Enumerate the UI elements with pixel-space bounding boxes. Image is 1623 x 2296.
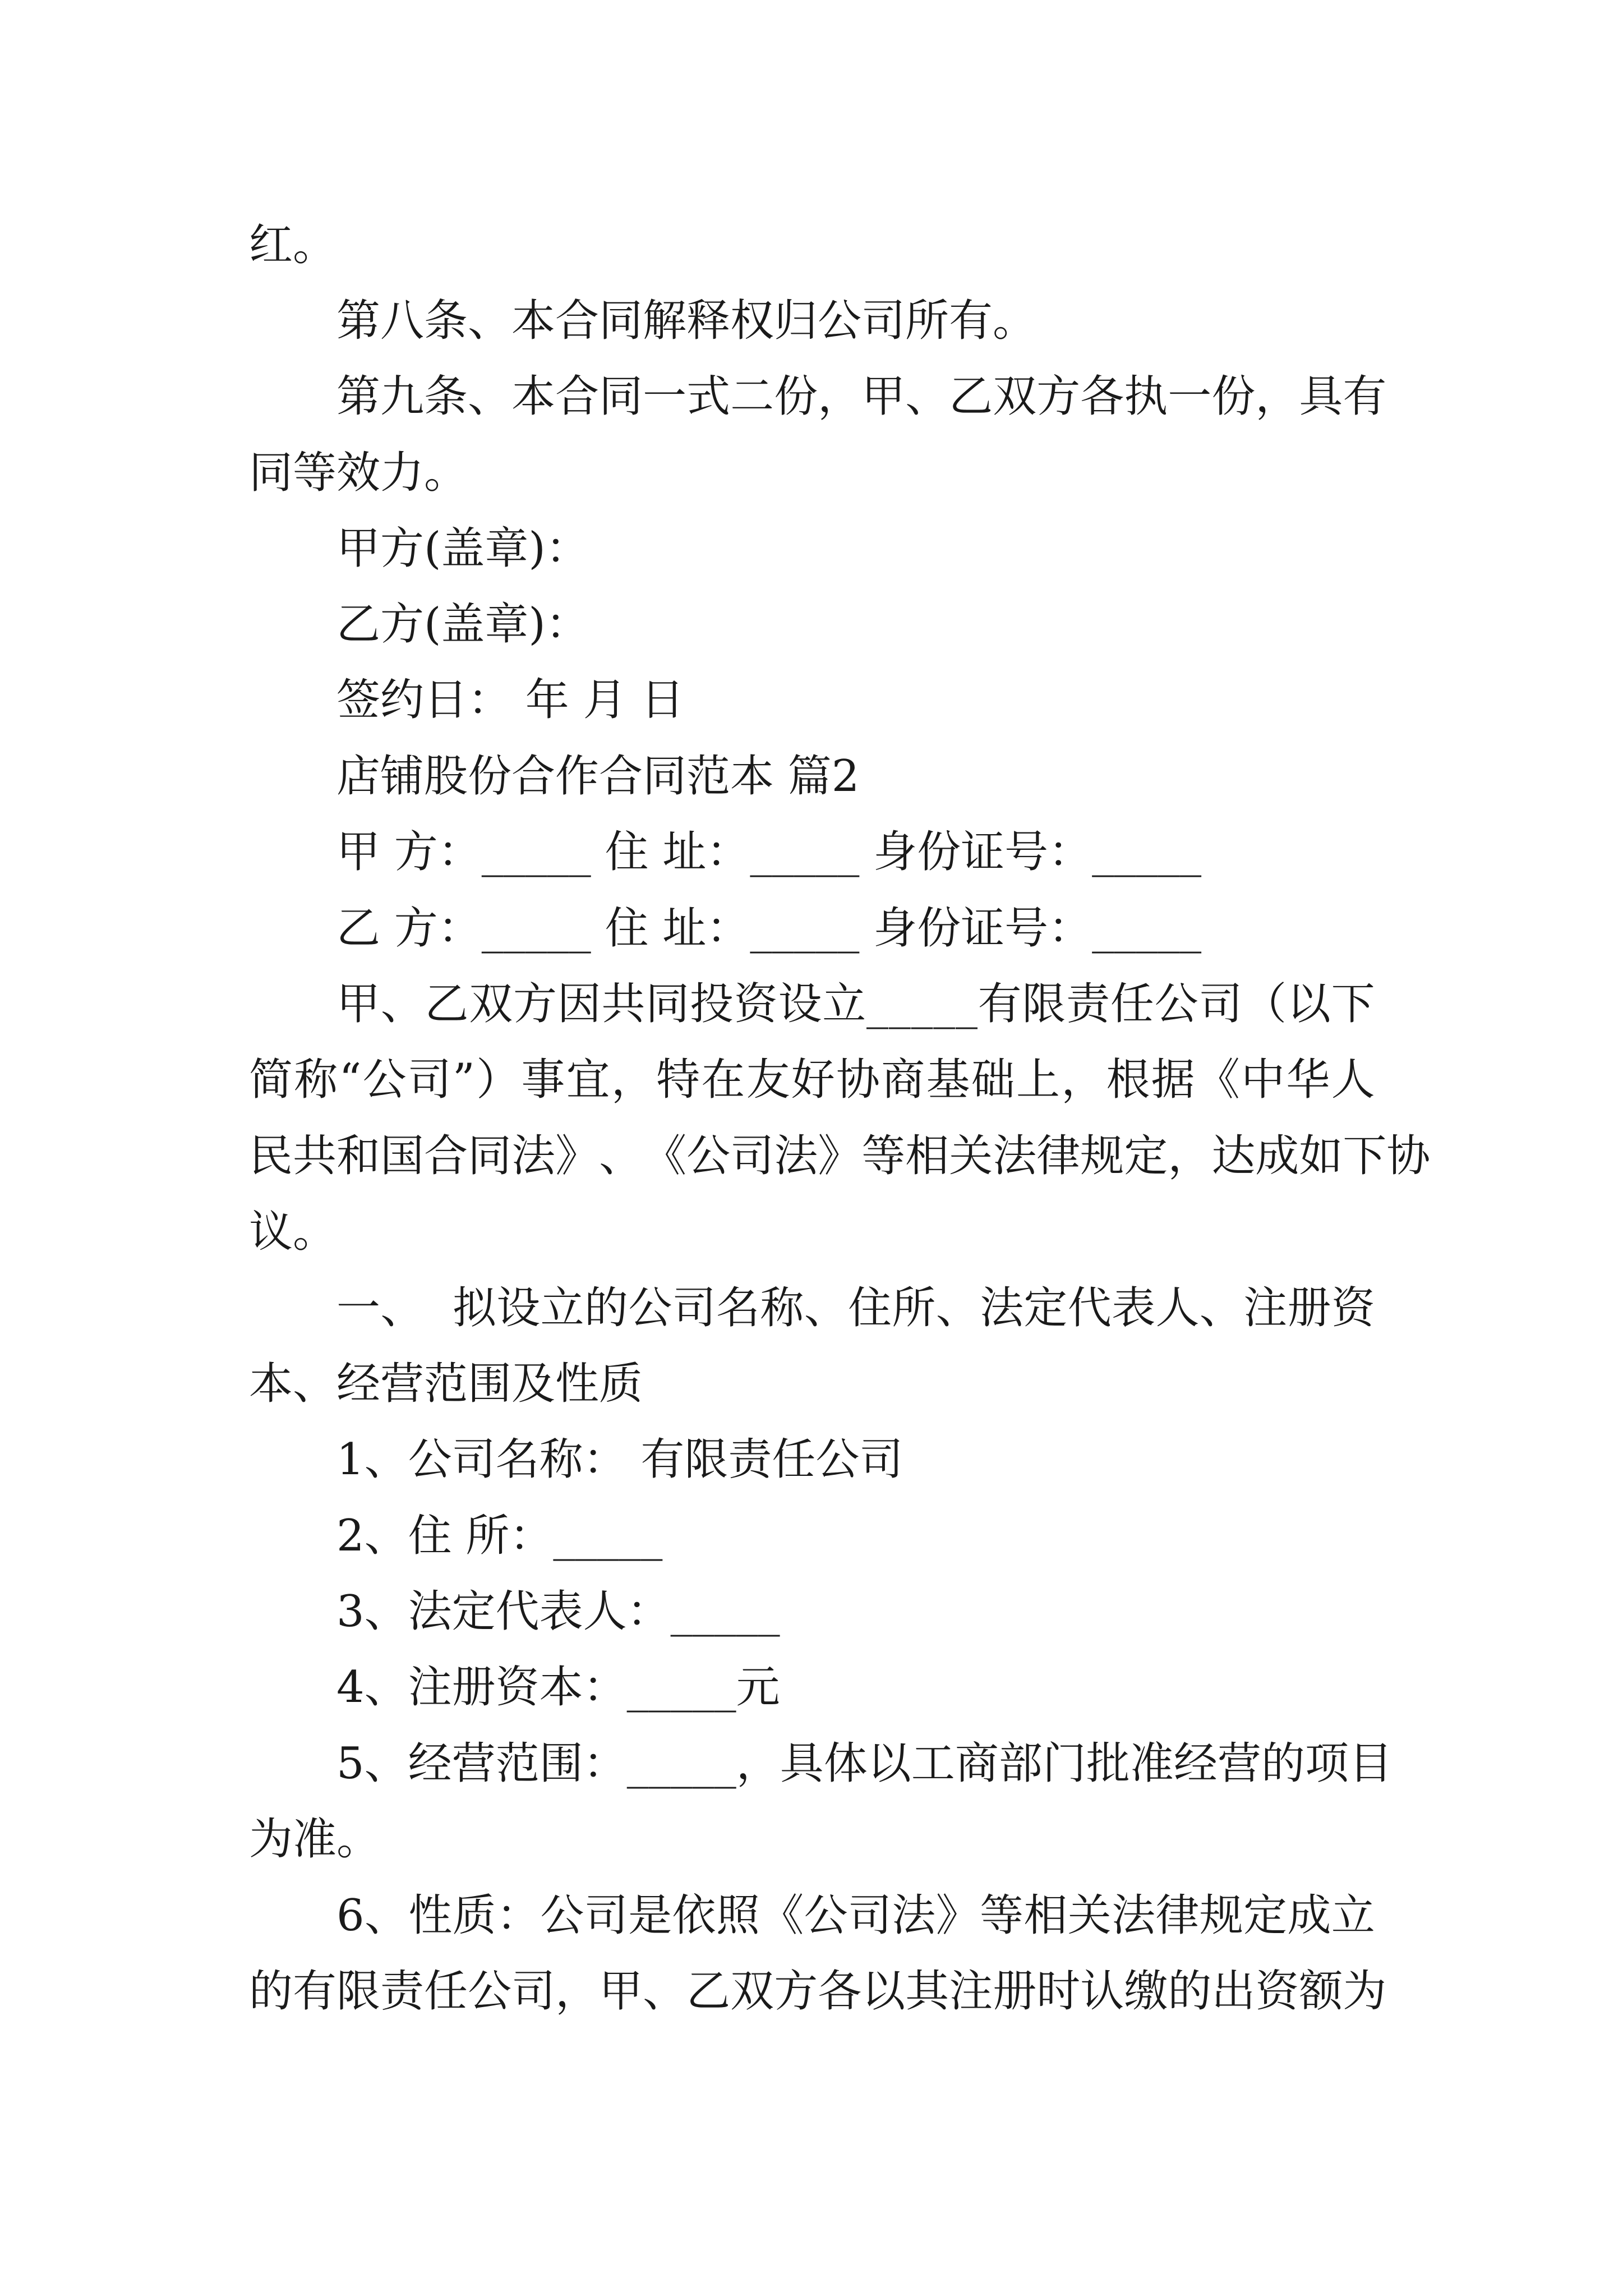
text-char: 法 [993, 1131, 1037, 1181]
text-char: 律 [1155, 1890, 1200, 1941]
text-char: 具 [780, 1738, 824, 1789]
text-line [336, 1280, 1375, 1336]
text-line: 乙方(盖章)： [336, 599, 589, 650]
text-char: 有 [1343, 371, 1387, 422]
text-char: _ [648, 1738, 671, 1789]
text-char: 等 [980, 1890, 1024, 1941]
text-char: _ [888, 979, 911, 1029]
text-char: 双 [993, 371, 1037, 422]
text-char: 人 [1155, 1283, 1200, 1333]
text-char: 础 [971, 1055, 1015, 1105]
text-char: 上 [1016, 1055, 1060, 1105]
text-char: ” [453, 1055, 475, 1105]
text-char: _ [670, 1738, 693, 1789]
text-char: 商 [955, 1738, 999, 1789]
text-char: ） [476, 1055, 520, 1105]
text-line: 甲 方：_____ 住 址：_____ 身份证号：_____ [336, 827, 1202, 877]
text-char: 规 [1080, 1131, 1124, 1181]
text-char: 6 [336, 1890, 365, 1941]
text-char: _ [933, 979, 956, 1029]
text-line: 甲方(盖章)： [336, 523, 589, 574]
text-char: 公 [540, 1890, 584, 1941]
text-char: 《 [760, 1890, 804, 1941]
text-char: 5 [336, 1738, 365, 1789]
text-char: ， [1061, 1055, 1105, 1105]
text-char: （ [1243, 979, 1287, 1029]
text-char: 质 [452, 1890, 496, 1941]
text-line: 红。 [249, 220, 337, 270]
text-char: 双 [469, 979, 513, 1029]
text-char: 《 [1196, 1055, 1240, 1105]
text-char: ， [611, 1055, 655, 1105]
text-char: 一 [336, 1283, 381, 1333]
text-line: 签约日： 年 月 日 [336, 675, 685, 725]
text-line [249, 1963, 1387, 2019]
text-char: 根 [1106, 1055, 1150, 1105]
text-char: 出 [1211, 1966, 1256, 2017]
text-char: 甲 [599, 1966, 643, 2017]
text-char: 工 [911, 1738, 955, 1789]
text-line: 本、经营范围及性质 [249, 1359, 643, 1409]
text-char: 商 [881, 1055, 925, 1105]
text-char: 共 [601, 979, 645, 1029]
text-line: 3、法定代表人：_____ [336, 1586, 780, 1637]
text-line: 为准。 [249, 1814, 381, 1865]
text-line: 议。 [249, 1207, 337, 1257]
text-char: 拟 [452, 1283, 496, 1333]
text-char: 同 [468, 1131, 512, 1181]
text-char: 等 [861, 1131, 906, 1181]
text-char: 立 [540, 1283, 584, 1333]
text-char: 》 [555, 1131, 600, 1181]
text-char: 据 [1151, 1055, 1195, 1105]
text-char [425, 1280, 439, 1336]
text-char: 份 [774, 371, 818, 422]
text-char: ， [555, 1966, 600, 2017]
text-line: 第八条、本合同解释权归公司所有。 [336, 296, 1037, 346]
text-line [336, 976, 1375, 1032]
text-char: 立 [822, 979, 866, 1029]
text-char: 、 [599, 1131, 643, 1181]
text-char: 司 [730, 1131, 774, 1181]
text-char: 方 [513, 979, 557, 1029]
text-char: 中 [1241, 1055, 1285, 1105]
text-char: 各 [1080, 371, 1124, 422]
text-char: 表 [1112, 1283, 1156, 1333]
text-char: 有 [293, 1966, 337, 2017]
text-char: _ [911, 979, 933, 1029]
text-char: 责 [1066, 979, 1110, 1029]
text-char: 资 [1255, 1966, 1299, 2017]
text-char: 经 [408, 1738, 452, 1789]
text-char: 公 [468, 1966, 512, 2017]
text-char: 有 [978, 979, 1022, 1029]
text-char: 简 [249, 1055, 293, 1105]
text-char: 资 [734, 979, 778, 1029]
text-char: 国 [380, 1131, 425, 1181]
text-char: 营 [451, 1738, 496, 1789]
text-char: 成 [1255, 1131, 1299, 1181]
text-char: 任 [424, 1966, 468, 2017]
text-char: 、 [364, 1890, 408, 1941]
text-char: 、 [643, 1966, 687, 2017]
text-char: 册 [993, 1966, 1037, 2017]
text-char: ， [1255, 371, 1299, 422]
text-char: 关 [949, 1131, 993, 1181]
text-line [249, 1052, 1375, 1108]
text-char: 因 [557, 979, 601, 1029]
text-char: 责 [380, 1966, 425, 2017]
text-char: 具 [1299, 371, 1343, 422]
text-char: 事 [521, 1055, 565, 1105]
text-char: 是 [628, 1890, 672, 1941]
section-heading: 店铺股份合作合同范本 篇2 [336, 751, 860, 802]
text-char: 定 [1023, 1283, 1068, 1333]
text-char: 达 [1211, 1131, 1256, 1181]
text-char: 乙 [686, 1966, 731, 2017]
text-char: 司 [511, 1966, 556, 2017]
text-char: 、 [1199, 1283, 1243, 1333]
text-char: 称 [760, 1283, 804, 1333]
text-char: 、 [468, 371, 512, 422]
text-line: 乙 方：_____ 住 址：_____ 身份证号：_____ [336, 903, 1202, 954]
text-char: 下 [1343, 1131, 1387, 1181]
text-char: 协 [1386, 1131, 1431, 1181]
text-char: 本 [511, 371, 556, 422]
text-char: 甲 [336, 979, 381, 1029]
text-char: 乙 [425, 979, 469, 1029]
text-char: 项 [1304, 1738, 1349, 1789]
text-char: 设 [496, 1283, 541, 1333]
text-char: 宜 [566, 1055, 610, 1105]
text-char: 律 [1036, 1131, 1081, 1181]
text-char: 第 [336, 371, 381, 422]
text-char: ： [583, 1738, 627, 1789]
text-char: 称 [294, 1055, 338, 1105]
text-char: 、 [364, 1738, 408, 1789]
text-char: 公 [1154, 979, 1198, 1029]
text-char: 定 [1243, 1890, 1288, 1941]
text-line [249, 1128, 1431, 1184]
text-char: 注 [1243, 1283, 1288, 1333]
text-char: 执 [1124, 371, 1168, 422]
text-char: 司 [584, 1890, 628, 1941]
text-char: 时 [1036, 1966, 1081, 2017]
text-char: 、 [804, 1283, 848, 1333]
text-char: 同 [599, 371, 643, 422]
text-char: 一 [1168, 371, 1212, 422]
text-char: 目 [1348, 1738, 1393, 1789]
text-char: _ [866, 979, 888, 1029]
text-char: 法 [1112, 1890, 1156, 1941]
text-char [439, 1280, 453, 1336]
text-char: 关 [1067, 1890, 1112, 1941]
text-char: 方 [1036, 371, 1081, 422]
text-char: 双 [730, 1966, 774, 2017]
text-char: 的 [584, 1283, 628, 1333]
text-char: 》 [935, 1890, 980, 1941]
text-char: 司 [1198, 979, 1243, 1029]
text-char: 如 [1299, 1131, 1343, 1181]
text-char: 部 [998, 1738, 1043, 1789]
text-char: 批 [1086, 1738, 1130, 1789]
text-char: 门 [1042, 1738, 1086, 1789]
text-char: 的 [1261, 1738, 1305, 1789]
text-char: 公 [686, 1131, 731, 1181]
text-char: 合 [555, 371, 600, 422]
text-char: ： [496, 1890, 541, 1941]
text-char: 的 [1168, 1966, 1212, 2017]
text-char: _ [626, 1738, 649, 1789]
text-char: 围 [539, 1738, 583, 1789]
text-char: 以 [867, 1738, 911, 1789]
text-char: 甲 [861, 371, 906, 422]
text-char: 所 [892, 1283, 936, 1333]
text-char: 注 [949, 1966, 993, 2017]
text-char: 式 [686, 371, 731, 422]
text-char: 任 [1110, 979, 1154, 1029]
text-char: 协 [836, 1055, 880, 1105]
text-char: 、 [905, 371, 949, 422]
text-char: 范 [495, 1738, 540, 1789]
text-char: 立 [1331, 1890, 1375, 1941]
text-char: 九 [380, 371, 425, 422]
text-char: 一 [643, 371, 687, 422]
text-char: 民 [249, 1131, 293, 1181]
text-line [336, 1736, 1393, 1792]
text-char: 投 [690, 979, 734, 1029]
text-char: 、 [380, 979, 425, 1029]
text-char: 》 [818, 1131, 862, 1181]
text-char: 其 [905, 1966, 949, 2017]
text-char: 、 [935, 1283, 980, 1333]
text-char: 在 [701, 1055, 745, 1105]
text-char: 、 [380, 1283, 425, 1333]
text-char: ， [1168, 1131, 1212, 1181]
text-char: 营 [1217, 1738, 1261, 1789]
text-char: 设 [778, 979, 822, 1029]
text-char: 各 [818, 1966, 862, 2017]
text-char: 二 [730, 371, 774, 422]
text-line: 同等效力。 [249, 448, 468, 498]
text-char: ， [736, 1738, 780, 1789]
text-char: 乙 [949, 371, 993, 422]
text-char: 法 [980, 1283, 1024, 1333]
text-char: _ [955, 979, 978, 1029]
text-char: 合 [424, 1131, 468, 1181]
text-char: 华 [1286, 1055, 1330, 1105]
text-char: ， [818, 371, 862, 422]
text-char: 照 [716, 1890, 760, 1941]
text-char: 的 [249, 1966, 293, 2017]
text-line [336, 1888, 1375, 1944]
text-char: 司 [407, 1055, 451, 1105]
text-char: _ [714, 1738, 736, 1789]
text-char: 体 [823, 1738, 868, 1789]
text-line [336, 369, 1387, 425]
text-line: 1、公司名称： 有限责任公司 [336, 1434, 903, 1485]
text-char: 册 [1287, 1283, 1331, 1333]
text-char: 限 [336, 1966, 381, 2017]
text-char: 《 [643, 1131, 687, 1181]
text-char: 友 [746, 1055, 790, 1105]
text-char: 同 [645, 979, 690, 1029]
text-char: 住 [848, 1283, 892, 1333]
text-char: 公 [628, 1283, 672, 1333]
text-char: 经 [1173, 1738, 1218, 1789]
text-char: 限 [1022, 979, 1066, 1029]
text-char: 成 [1287, 1890, 1331, 1941]
text-char: 份 [1211, 371, 1256, 422]
text-char: 定 [1124, 1131, 1168, 1181]
text-char: _ [692, 1738, 714, 1789]
text-char: 法 [511, 1131, 556, 1181]
text-char: 公 [804, 1890, 848, 1941]
text-char: 以 [861, 1966, 906, 2017]
text-char: 和 [336, 1131, 381, 1181]
text-char: 公 [362, 1055, 407, 1105]
text-char: 特 [656, 1055, 700, 1105]
text-char: 资 [1331, 1283, 1375, 1333]
text-char: 司 [847, 1890, 892, 1941]
text-char: 以 [1287, 979, 1331, 1029]
text-char: 人 [1331, 1055, 1375, 1105]
text-char: 相 [1023, 1890, 1068, 1941]
text-char: 额 [1299, 1966, 1343, 2017]
text-char: 准 [1129, 1738, 1174, 1789]
text-char: 方 [774, 1966, 818, 2017]
text-char: 为 [1343, 1966, 1387, 2017]
text-char: 代 [1067, 1283, 1112, 1333]
text-char: 认 [1080, 1966, 1124, 2017]
text-char: 性 [408, 1890, 453, 1941]
text-line: 4、注册资本：_____元 [336, 1662, 780, 1713]
text-char: 司 [672, 1283, 716, 1333]
text-char: 规 [1199, 1890, 1243, 1941]
text-char: 好 [791, 1055, 835, 1105]
text-char: 法 [774, 1131, 818, 1181]
text-line: 2、住 所：_____ [336, 1511, 663, 1561]
text-char: 共 [293, 1131, 337, 1181]
text-char: “ [339, 1055, 362, 1105]
text-char: 缴 [1124, 1966, 1168, 2017]
text-char: 基 [926, 1055, 970, 1105]
text-char: 下 [1331, 979, 1375, 1029]
text-char: 名 [716, 1283, 760, 1333]
text-char: 法 [892, 1890, 936, 1941]
text-char: 相 [905, 1131, 949, 1181]
text-char: 依 [672, 1890, 716, 1941]
text-char: 条 [424, 371, 468, 422]
